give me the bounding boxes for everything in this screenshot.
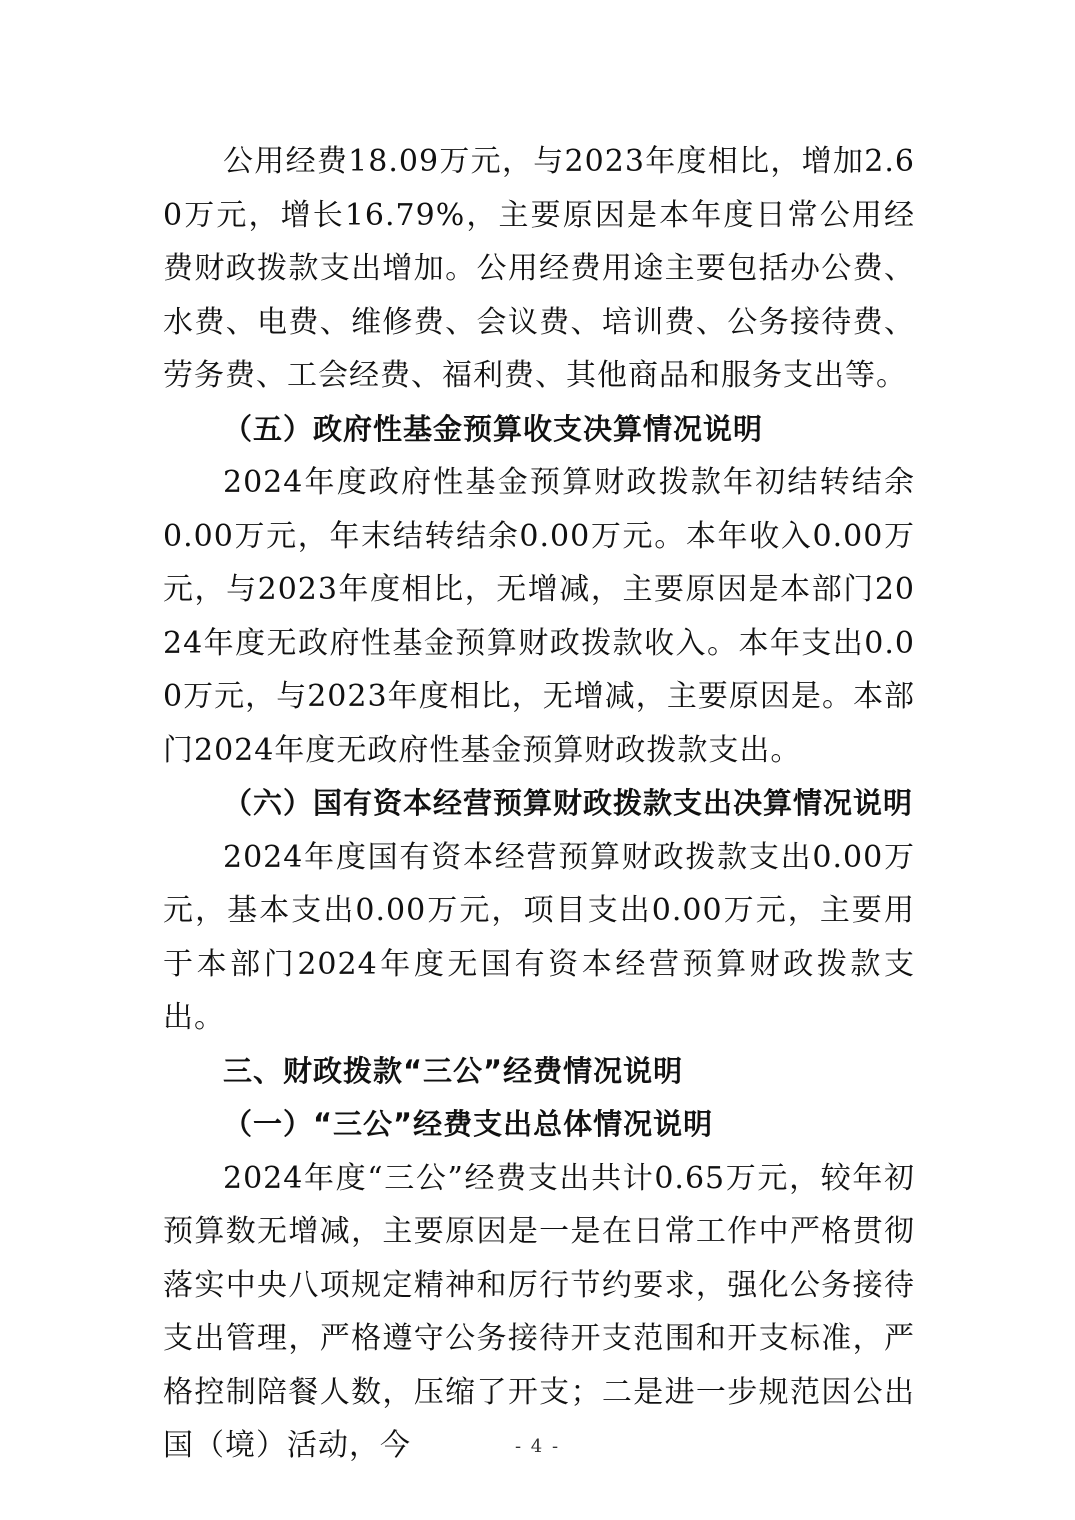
paragraph-state-capital: 2024年度国有资本经营预算财政拨款支出0.00万元，基本支出0.00万元，项目支出0.00万元，主要用于本部门2024年度无国有资本经营预算财政拨款支出。: [163, 839, 915, 1035]
page-number: - 4 -: [514, 1436, 561, 1457]
page-content: [163, 135, 915, 1473]
heading-state-capital: （六）国有资本经营预算财政拨款支出决算情况说明: [223, 786, 914, 820]
heading-government-fund: （五）政府性基金预算收支决算情况说明: [223, 411, 764, 446]
paragraph-public-funds: 公用经费18.09万元，与2023年度相比，增加2.60万元，增长16.79%，主要原因是本年度日常公用经费财政拨款支出增加。公用经费用途主要包括办公费、水费、电费、维修费、会议费、培训费、公务接待费、劳务费、工会经费、福利费、其他商品和服务支出等。: [163, 144, 915, 393]
paragraph-government-fund: 2024年度政府性基金预算财政拨款年初结转结余0.00万元，年末结转结余0.00万元。本年收入0.00万元，与2023年度相比，无增减，主要原因是本部门2024年度无政府性基金预算财政拨款收入。本年支出0.00万元，与2023年度相比，无增减，主要原因是。本部门2024年度无政府性基金预算财政拨款支出。: [163, 465, 915, 768]
paragraph-three-public-overview: 2024年度“三公”经费支出共计0.65万元，较年初预算数无增减，主要原因是一是在日常工作中严格贯彻落实中央八项规定精神和厉行节约要求，强化公务接待支出管理，严格遵守公务接待开支范围和开支标准，严格控制陪餐人数，压缩了开支；二是进一步规范因公出国（境）活动，今: [163, 1160, 915, 1463]
heading-three-public-overview: （一）“三公”经费支出总体情况说明: [223, 1107, 714, 1141]
heading-three-public: 三、财政拨款“三公”经费情况说明: [223, 1053, 684, 1088]
